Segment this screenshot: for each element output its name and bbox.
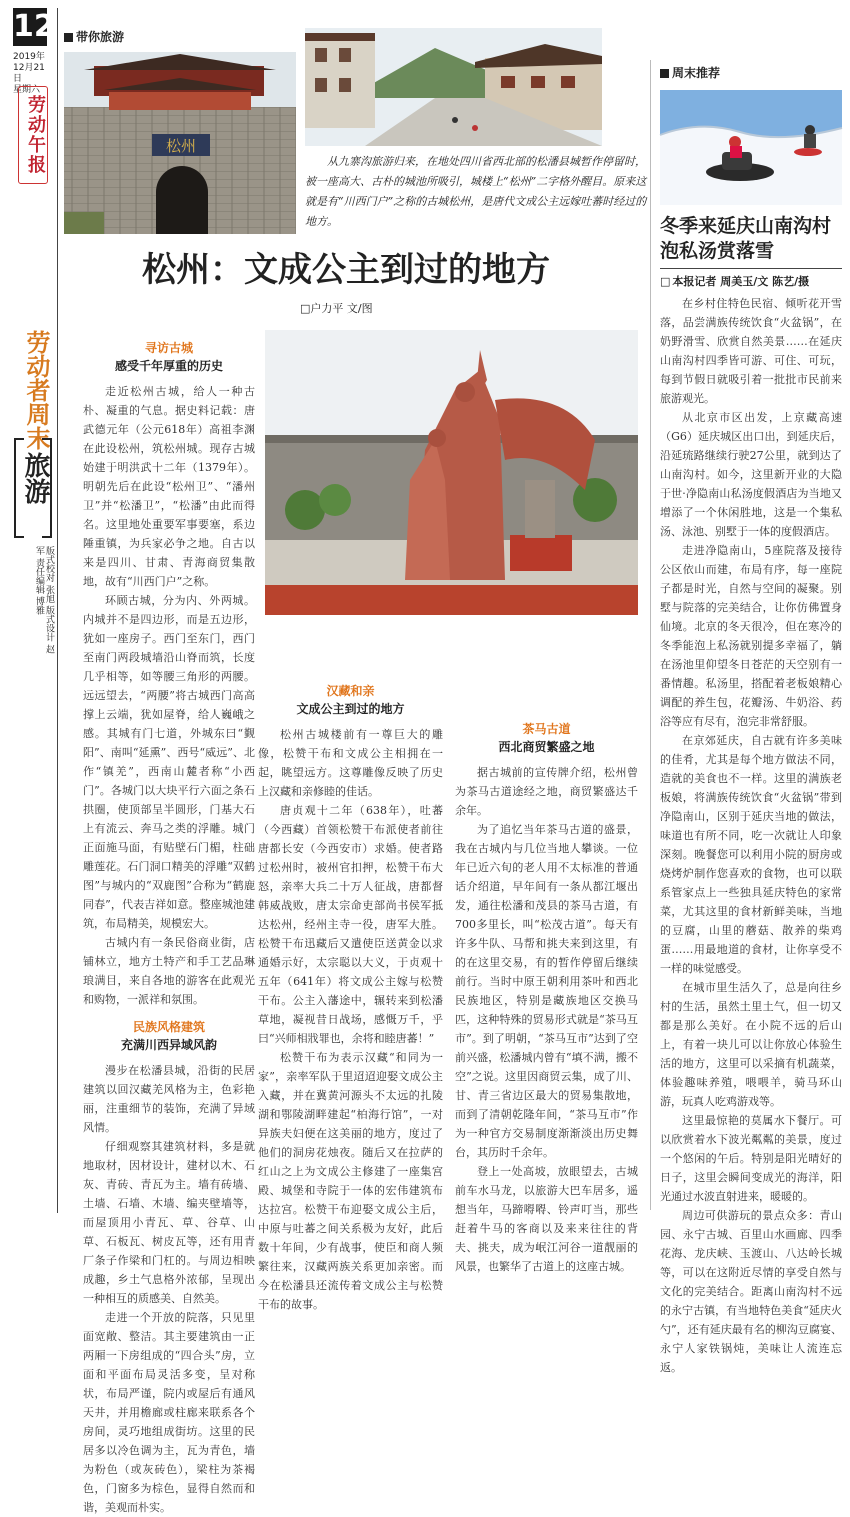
staff-credits: 版式校对 张旭 版式设计 赵军 责任编辑 博雅 [34,546,54,654]
rail-divider [57,8,58,1213]
paragraph: 在乡村住特色民宿、倾听花开雪落，品尝满族传统饮食“火盆锅”，在奶野滑雪、欣赏自然美景……在延庆山南沟村四季皆可游、可住、可玩，每到节假日就吸引着一批批市民前来旅游观光。 [660,297,842,405]
date-day: 12月21日 [13,63,45,84]
photo-old-street [305,28,602,146]
right-title-rule [660,268,842,269]
section-subname: 旅游 [20,452,50,504]
section-subtitle-2: 充满川西异域风韵 [120,1038,217,1052]
article-title: 松州：文成公主到过的地方 [142,250,550,290]
paragraph: 走近松州古城，给人一种古朴、凝重的气息。据史料记载：唐武德元年（公元618年）高祖李渊在此设松州，筑松州城。现存古城始建于明洪武十二年（1379年）。明朝先后在此设“松州卫”、“潘州卫”并“松潘卫”，“松潘”由此而得名。这里地处重要军事要塞，系边陲重镇，为兵家必争之地。自古以来是四川、甘肃、青海商贸集散地，故有“川西门户”之称。 [83,385,255,588]
paragraph: 唐贞观十二年（638年），吐蕃（今西藏）首领松赞干布派使者前往唐都长安（今西安市）求婚。使者路过松州时，被州官扣押，松赞干布大怒，亲率大兵二十万人征战，唐都督韩威战败，唐太宗命吏部尚书侯军抵达松州，经州主寺一役，唐军大胜。松赞干布迅藏后又遣使臣送黄金以求通婚示好，太宗聪以大义，于贞观十五年（641年）将文成公主嫁与松赞干布。公主入藩途中，辗转来到松潘草地，凝视昔日战场，感慨万千，乎曰“兴师相戕罪也，余将和睦唐蕃！” [258,804,443,1045]
article-lead: 从九寨沟旅游归来，在地处四川省西北部的松潘县城暂作停留时，被一座高大、古朴的城池所吸引，城楼上“松州”二字格外醒目。原来这就是有“川西门户”之称的古城松州，是唐代文成公主远嫁吐蕃时经过的地方。 [305,155,647,228]
gate-plaque-text: 松州 [165,137,197,155]
page-number: 12 [13,9,55,44]
section-body-3 [258,725,443,1311]
section-body-4 [455,763,638,1273]
section-body-2 [83,1061,255,1514]
section-name: 劳动者周末 [22,330,50,450]
paragraph: 走进一个开放的院落，只见里面宽敞、整洁。其主要建筑由一正两厢一下房组成的“四合头”房，立面和平面布局灵活多变，呈对称状，布局严谨，院内或屋后有通风天井，并用檐廊或柱廊来联系各个房间，灵巧地组成街坊。这里的民居多以冷色调为主，瓦为青色，墙为粉色（或灰砖色），梁柱为茶褐色，门窗多为棕色，显得自然而和谐，美观而朴实。 [83,1311,255,1514]
section-title-4: 茶马古道 [522,722,571,736]
section-title-2: 民族风格建筑 [132,1020,205,1034]
date-weekday: 星期六 [13,85,41,95]
paragraph: 在京郊延庆，自古就有许多美味的佳肴，尤其是每个地方做法不同，造就的美食也不一样。这里的满族老板娘，将满族传统饮食“火盆锅”带到净隐南山，区别于延庆当地的做法，味道也有所不同，吃一次就让人印象深刻。晚餐您可以利用小院的厨房或烧烤炉制作您喜欢的食物，也可以联系管家点上一些独具延庆特色的家常菜，尤其这里的食材新鲜美味，当地的豆腐，山里的蘑菇、散养的柴鸡蛋……用最地道的食材，让你享受不一样的味觉感受。 [660,734,842,975]
section-subtitle-3: 文成公主到过的地方 [296,702,405,716]
right-column-divider [650,60,651,1210]
column-1 [83,340,255,1514]
section-subtitle-1: 感受千年厚重的历史 [114,359,223,373]
right-article-body [660,294,842,1374]
paragraph: 这里最惊艳的莫属水下餐厅。可以欣赏着水下波光粼粼的美景，度过一个悠闲的午后。特别是阳光晴好的日子，这里会瞬间变成光的海洋，阳光通过水波直射进来，暖暖的。 [660,1114,842,1203]
paragraph: 松州古城楼前有一尊巨大的雕像，松赞干布和文成公主相拥在一起，眺望远方。这尊雕像反映了历史上汉藏和亲修睦的佳话。 [258,728,443,798]
paragraph: 松赞干布为表示汉藏“和同为一家”，亲率军队于里迢迢迎娶文成公主入藏，并在冀黄河源头不太远的扎陵湖和鄂陵湖畔建起“柏海行馆”，一对异族夫妇便在这美丽的地方，度过了他们的洞房花烛夜。随后又在拉萨的红山之上为文成公主修建了一座集宫殿、城堡和寺院于一体的宏伟建筑布达拉宫。松赞干布迎娶文成公主后，中原与吐蕃之间关系极为友好，此后数十年间，少有战事，使臣和商人频繁往来，汉藏两族关系更加亲密。而今在松潘县还流传着文成公主与松赞干布的故事。 [258,1051,443,1311]
paragraph: 漫步在松潘县城，沿街的民居建筑以回汉藏羌风格为主，色彩艳丽，注重细节的装饰，充满了异域风情。 [83,1064,255,1134]
section-title-3: 汉藏和亲 [326,684,375,698]
article-byline: □户力平 文/图 [300,302,373,315]
paragraph: 在城市里生活久了，总是向往乡村的生活，虽然土里土气，但一切又都是那么美好。在小院不远的后山上，有着一块儿可以让你放心体验生活的地方，这里可以采摘有机蔬菜，体验趣味养殖，喂喂羊，骑马环山游，玩真人吃鸡游戏等。 [660,981,842,1108]
section-title-1: 寻访古城 [144,341,193,355]
paragraph: 登上一处高坡，放眼望去，古城前车水马龙，以旅游大巴车居多，遥想当年，马蹄嘚嘚、铃声叮当，那些赶着牛马的客商以及来来往往的背夫、挑夫，成为岷江河谷一道靓丽的风景，也繁华了古道上的这座古城。 [455,1165,638,1273]
right-article-title: 冬季来延庆山南沟村泡私汤赏落雪 [660,215,832,262]
section-body-1 [83,382,255,1009]
photo-statue [265,330,638,615]
paragraph: 环顾古城，分为内、外两城。内城并不是四边形，而是五边形，犹如一座房子。西门至东门，西门至南门两段城墙沿山脊而筑，长度几乎相等，如等腰三角形的两腰。远远望去，“两腰”将古城西门高高撑上云端，犹如屋脊，给人巍峨之感。其城有门七道，外城东曰“觐阳”、南叫“延熏”、西号“威远”、北作“镇羌”，西南山麓者称“小西门”。各城门以大块平行六面之条石拱圈，使顶部呈半圆形，门基大石上有流云、奔马之类的浮雕。城门正面施马面，有贴壁石门楣，柱础雕莲花。石门洞口精美的浮雕“双鹤图”与城内的“双鹿图”合称为“鹤鹿同春”，代表吉祥如意。整座城池建筑，布局精美，规模宏大。 [83,594,255,930]
photo-snowmobile [660,90,842,205]
paragraph: 为了追忆当年茶马古道的盛景，我在古城内与几位当地人攀谈。一位年已近六旬的老人用不太标准的普通话介绍道，早年间有一条从都江堰出发，通往松潘和茂县的茶马古道，有700多里长，叫“松茂古道”。每天有许多牛队、马帮和挑夫来到这里，有的在这里交易，有的暂作停留后继续前行。当时中原王朝利用茶叶和西北民族地区，特别是藏族地区交换马匹，这种特殊的贸易形式就是“茶马互市”。到了明朝，“茶马互市”达到了空前兴盛，松潘城内曾有“填不满，搬不空”之说。这里因商贸云集，成了川、甘、青三省边区最大的贸易集散地，而到了清朝乾隆年间，“茶马互市”作为一种官方交易制度渐渐淡出历史舞台，其历时千余年。 [455,823,638,1159]
section-subtitle-4: 西北商贸繁盛之地 [498,740,595,754]
paragraph: 据古城前的宣传牌介绍，松州曾为茶马古道途经之地，商贸繁盛达千余年。 [455,766,638,817]
photo-city-gate [64,52,296,234]
right-column-header: 周末推荐 [660,66,720,80]
column-3 [455,625,638,1273]
date-year: 2019年 [13,52,45,62]
paragraph: 周边可供游玩的景点众多：青山园、永宁古城、百里山水画廊、四季花海、龙庆峡、玉渡山、八达岭长城等，可以在这附近尽情的享受自然与文化的完美结合。距离山南沟村不远的永宁古镇，有当地特色美食“延庆火勺”，还有延庆最有名的柳沟豆腐宴、永宁人家铁锅炖，美味让人流连忘返。 [660,1209,842,1374]
left-column-header: 带你旅游 [64,30,124,44]
paragraph: 古城内有一条民俗商业街，店铺林立，地方土特产和手工艺品琳琅满目，来自各地的游客在此观光和购物，一派祥和氛围。 [83,936,255,1006]
paragraph: 走进净隐南山，5座院落及接待公区依山而建，布局有序，每一座院子都是时光，自然与空间的凝聚。别墅与院落的完美结合，让你仿佛置身仙境。北京的冬天很冷，但在寒冷的冬季能泡上私汤就别提多幸福了，躺在汤池里仰望冬日苍茫的天空别有一番情趣。私汤里，搭配着老板娘精心调配的养生包，花瓣汤、牛奶浴、药浴等应有尽有，泡完非常舒服。 [660,544,842,728]
column-2 [258,625,443,1311]
paragraph: 从北京市区出发，上京藏高速（G6）延庆城区出口出，到延庆后，沿延琉路继续行驶27公里，就到达了山南沟村。如今，这里新开业的大隐于世·净隐南山私汤度假酒店为当地又增添了一个休闲胜地，这是一个集私汤、泳池、别墅于一体的度假酒店。 [660,411,842,538]
right-article-byline: □ 本报记者 周美玉/文 陈艺/摄 [660,275,842,289]
paragraph: 仔细观察其建筑材料，多是就地取材，因材设计，建材以木、石灰、青砖、青瓦为主。墙有砖墙、土墙、石墙、木墙、编夹壁墙等，而屋顶用小青瓦、草、谷草、山草、石板瓦、树皮瓦等，还有用青厂条子作梁和门杠的。与周边相映成趣，乡土气息格外浓郁，呈现出一种相互的质感美、自然美。 [83,1140,255,1305]
newspaper-logo: 劳动午报 [18,86,48,184]
